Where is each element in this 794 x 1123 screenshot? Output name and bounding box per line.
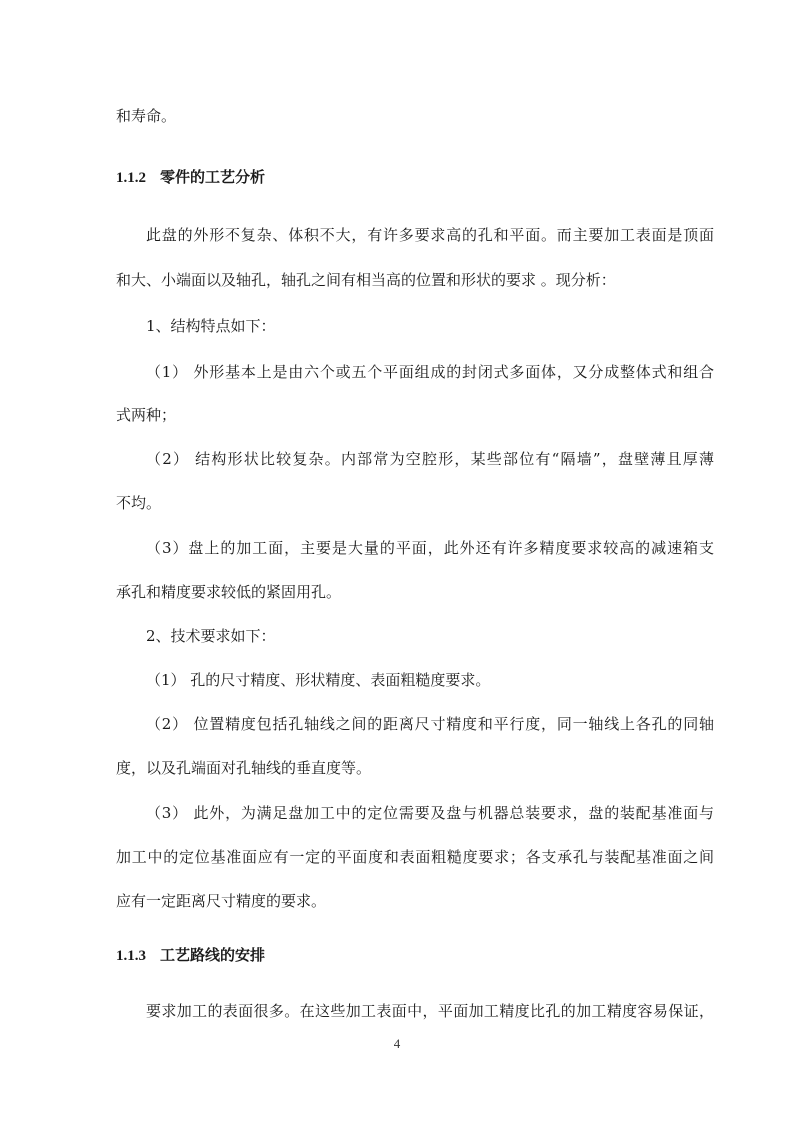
list-item: （3）盘上的加工面，主要是大量的平面，此外还有许多精度要求较高的减速箱支 (146, 539, 714, 557)
list-item-continuation: 加工中的定位基准面应有一定的平面度和表面粗糙度要求；各支承孔与装配基准面之间 (116, 848, 714, 866)
paragraph-line: 和寿命。 (116, 107, 177, 125)
list-item: （1） 外形基本上是由六个或五个平面组成的封闭式多面体，又分成整体式和组合 (146, 363, 714, 381)
list-item: （1） 孔的尺寸精度、形状精度、表面粗糙度要求。 (146, 671, 491, 689)
section-number: 1.1.2 (116, 170, 146, 186)
section-number: 1.1.3 (116, 948, 146, 964)
page-number: 4 (393, 1036, 401, 1051)
section-title: 零件的工艺分析 (160, 168, 266, 186)
list-item-continuation: 式两种； (116, 406, 177, 424)
list-item-continuation: 度，以及孔端面对孔轴线的垂直度等。 (116, 759, 372, 777)
paragraph-line: 要求加工的表面很多。在这些加工表面中，平面加工精度比孔的加工精度容易保证， (146, 1002, 714, 1020)
list-item-continuation: 不均。 (116, 494, 162, 512)
list-item: （2） 结构形状比较复杂。内部常为空腔形，某些部位有“隔墙”，盘壁薄且厚薄 (146, 450, 714, 468)
list-item: （2） 位置精度包括孔轴线之间的距离尺寸精度和平行度，同一轴线上各孔的同轴 (146, 715, 714, 733)
list-heading: 2、技术要求如下： (146, 627, 276, 645)
section-heading-1-1-3 (116, 945, 265, 966)
paragraph-line: 此盘的外形不复杂、体积不大，有许多要求高的孔和平面。而主要加工表面是顶面 (146, 226, 714, 244)
list-item-continuation: 应有一定距离尺寸精度的要求。 (116, 892, 327, 910)
section-heading-1-1-2 (116, 167, 265, 188)
paragraph-line: 和大、小端面以及轴孔，轴孔之间有相当高的位置和形状的要求 。现分析： (116, 271, 616, 289)
list-item: （3） 此外，为满足盘加工中的定位需要及盘与机器总装要求，盘的装配基准面与 (146, 804, 714, 822)
list-item-continuation: 承孔和精度要求较低的紧固用孔。 (116, 583, 342, 601)
list-heading: 1、结构特点如下： (146, 317, 276, 335)
section-title: 工艺路线的安排 (160, 946, 266, 964)
